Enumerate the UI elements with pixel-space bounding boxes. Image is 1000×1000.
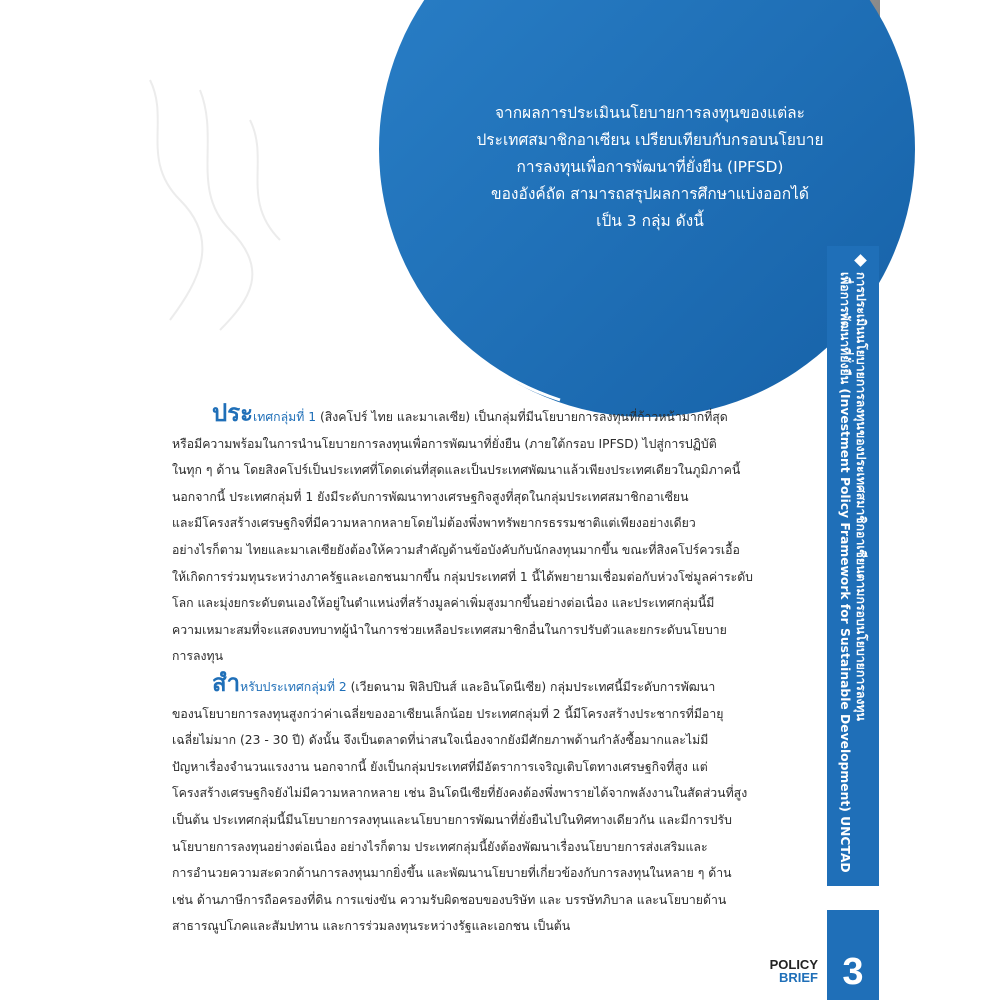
text-line: เป็นต้น ประเทศกลุ่มนี้มีนโยบายการลงทุนและนโยบายการพัฒนาที่ยั่งยืนไปในทิศทางเดียวกัน และมีการปรับ: [172, 812, 732, 827]
text-line: (เวียดนาม ฟิลิปปินส์ และอินโดนีเซีย) กลุ่มประเทศนี้มีระดับการพัฒนา: [346, 679, 716, 694]
intro-line: ประเทศสมาชิกอาเซียน เปรียบเทียบกับกรอบนโยบาย: [476, 131, 824, 149]
dropcap: สำ: [212, 668, 241, 697]
text-line: การอำนวยความสะดวกด้านการลงทุนมากยิ่งขึ้น และพัฒนานโยบายที่เกี่ยวข้องกับการลงทุนในหลาย ๆ ด้าน: [172, 866, 732, 881]
body-text: [172, 400, 812, 940]
text-line: โครงสร้างเศรษฐกิจยังไม่มีความหลากหลาย เช่น อินโดนีเซียที่ยังคงต้องพึ่งพารายได้จากพลังงานในสัดส่วนที่สูง: [172, 786, 748, 801]
lead-in: เทศกลุ่มที่ 1: [253, 410, 317, 424]
policy-brief-logo: [748, 958, 818, 984]
intro-line: จากผลการประเมินนโยบายการลงทุนของแต่ละ: [494, 104, 806, 122]
lead-in: หรับประเทศกลุ่มที่ 2: [240, 679, 347, 694]
intro-line: การลงทุนเพื่อการพัฒนาที่ยั่งยืน (IPFSD): [516, 158, 784, 176]
text-line: ให้เกิดการร่วมทุนระหว่างภาครัฐและเอกชนมากขึ้น กลุ่มประเทศที่ 1 นี้ได้พยายามเชื่อมต่อกับห่วงโซ่มูลค่าระดับ: [172, 569, 753, 584]
text-line: การลงทุน: [172, 649, 224, 664]
text-line: โลก และมุ่งยกระดับตนเองให้อยู่ในตำแหน่งที่สร้างมูลค่าเพิ่มสูงมากขึ้นอย่างต่อเนื่อง และประเทศกลุ่มนี้มี: [172, 596, 715, 611]
text-line: นโยบายการลงทุนอย่างต่อเนื่อง อย่างไรก็ตาม ประเทศกลุ่มนี้ยังต้องพัฒนาเรื่องนโยบายการส่งเสริมและ: [172, 839, 708, 854]
diamond-bullet-icon: [854, 254, 867, 267]
text-line: ในทุก ๆ ด้าน โดยสิงคโปร์เป็นประเทศที่โดดเด่นที่สุดและเป็นประเทศพัฒนาแล้วเพียงประเทศเดียวในภูมิภาคนี้: [172, 463, 741, 478]
intro-statement: [440, 100, 860, 235]
paragraph-group-1: [172, 400, 812, 670]
text-line: สาธารณูปโภคและสัมปทาน และการร่วมลงทุนระหว่างรัฐและเอกชน เป็นต้น: [172, 919, 571, 934]
text-line: เฉลี่ยไม่มาก (23 - 30 ปี) ดังนั้น จึงเป็นตลาดที่น่าสนใจเนื่องจากยังมีศักยภาพด้านกำลังซื้อมากและไม่มี: [172, 733, 709, 748]
text-line: (สิงคโปร์ ไทย และมาเลเซีย) เป็นกลุ่มที่มีนโยบายการลงทุนที่ก้าวหน้ามากที่สุด: [316, 410, 728, 424]
page-number: 3: [842, 951, 864, 993]
text-line: และมีโครงสร้างเศรษฐกิจที่มีความหลากหลายโดยไม่ต้องพึ่งพาทรัพยากรธรรมชาติแต่เพียงอย่างเดียว: [172, 516, 696, 531]
text-line: นอกจากนี้ ประเทศกลุ่มที่ 1 ยังมีระดับการพัฒนาทางเศรษฐกิจสูงที่สุดในกลุ่มประเทศสมาชิกอาเซียน: [172, 489, 689, 504]
text-line: ความเหมาะสมที่จะแสดงบทบาทผู้นำในการช่วยเหลือประเทศสมาชิกอื่นในการปรับตัวและยกระดับนโยบาย: [172, 622, 727, 637]
side-tab-line2: เพื่อการพัฒนาที่ยั่งยืน (Investment Policy Framework for Sustainable Development) UNCTAD: [838, 272, 852, 873]
paragraph-group-2: [172, 670, 812, 940]
intro-line: ของอังค์ถัด สามารถสรุปผลการศึกษาแบ่งออกได้: [491, 185, 809, 203]
paragraph-first-line: [172, 670, 812, 701]
side-tab-title: [837, 256, 869, 876]
text-line: ของนโยบายการลงทุนสูงกว่าค่าเฉลี่ยของอาเซียนเล็กน้อย ประเทศกลุ่มที่ 2 นี้มีโครงสร้างประชากรที่มีอายุ: [172, 706, 724, 721]
dropcap: ประ: [212, 399, 254, 427]
text-line: ปัญหาเรื่องจำนวนแรงงาน นอกจากนี้ ยังเป็นกลุ่มประเทศที่มีอัตราการเจริญเติบโตทางเศรษฐกิจที่สูง แต่: [172, 759, 708, 774]
faint-decoration: [150, 80, 280, 330]
brand-top: POLICY: [769, 957, 818, 972]
side-tab-line1: การประเมินนโยบายการลงทุนของประเทศสมาชิกอาเซียนตามกรอบนโยบายการลงทุน: [854, 272, 868, 721]
brand-bottom: BRIEF: [779, 970, 818, 985]
text-line: หรือมีความพร้อมในการนำนโยบายการลงทุนเพื่อการพัฒนาที่ยั่งยืน (ภายใต้กรอบ IPFSD) ไปสู่การปฏิบัติ: [172, 436, 717, 451]
paragraph-first-line: [172, 400, 812, 431]
text-line: อย่างไรก็ตาม ไทยและมาเลเซียยังต้องให้ความสำคัญด้านข้อบังคับกับนักลงทุนมากขึ้น ขณะที่สิงคโปร์ควรเอื้อ: [172, 542, 740, 557]
text-line: เช่น ด้านภาษีการถือครองที่ดิน การแข่งขัน ความรับผิดชอบของบริษัท และ บรรษัทภิบาล และนโยบายด้าน: [172, 892, 727, 907]
intro-line: เป็น 3 กลุ่ม ดังนี้: [596, 212, 704, 230]
